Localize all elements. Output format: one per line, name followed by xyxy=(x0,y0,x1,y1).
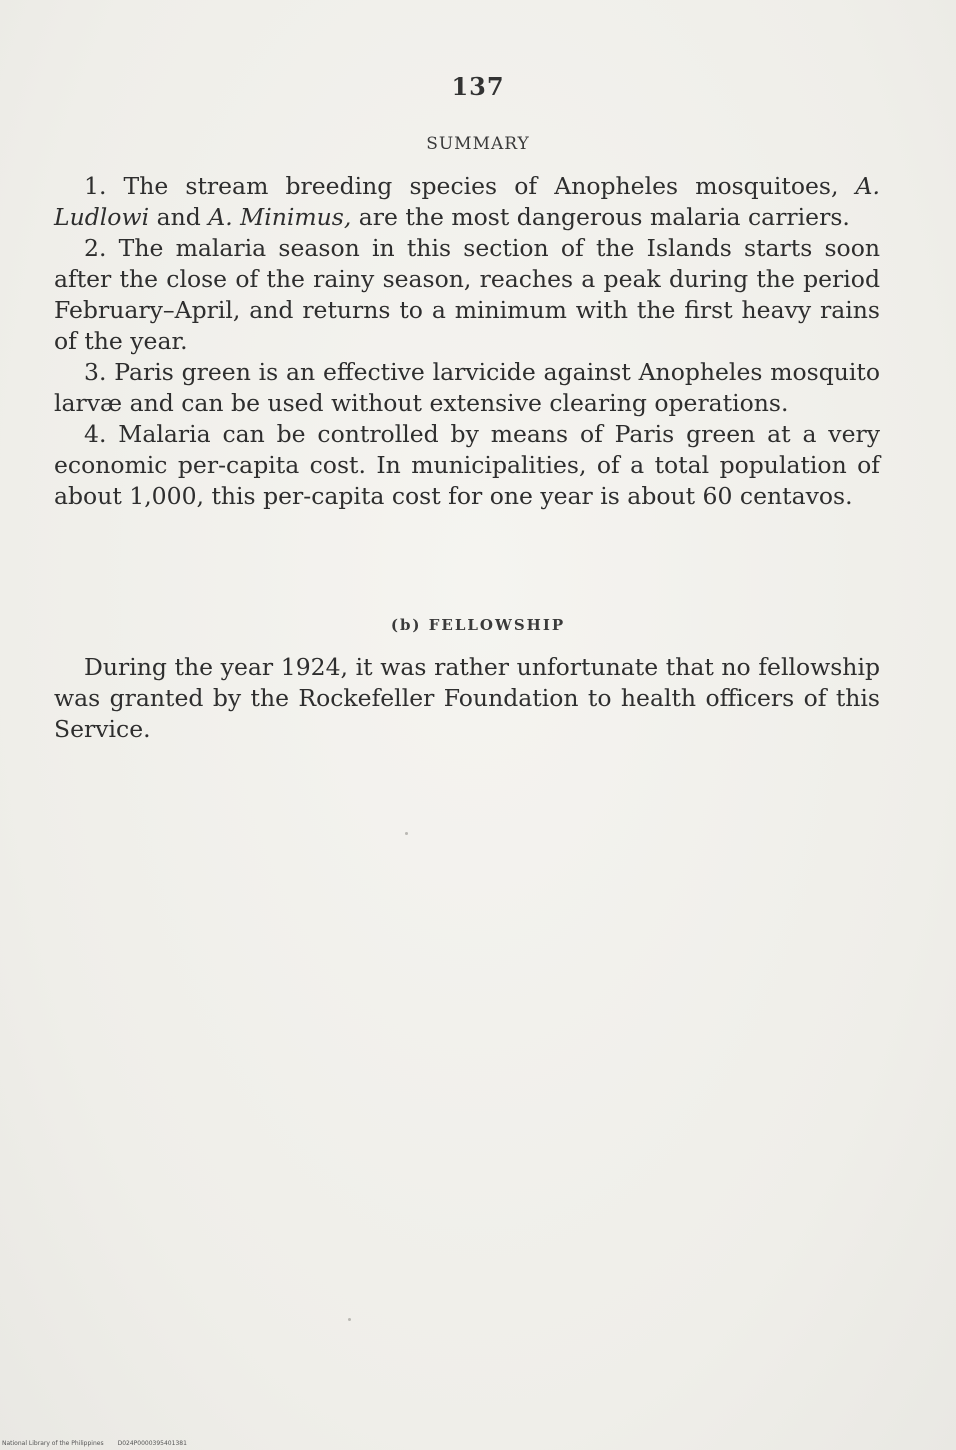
summary-heading: SUMMARY xyxy=(426,134,530,154)
summary-item-1-text-a: 1. The stream breeding species of Anopheles mosquitoes, xyxy=(84,172,856,200)
paper-speck xyxy=(405,832,408,835)
summary-list xyxy=(54,171,880,512)
page-number: 137 xyxy=(451,72,505,101)
summary-item-1-text-b: and xyxy=(149,203,209,231)
summary-item-1 xyxy=(54,171,880,233)
species-name-ludlowi: A. Ludlowi xyxy=(54,172,880,231)
summary-item-2: 2. The malaria season in this section of the Islands starts soon after the close of the rainy season, reaches a peak during the period February–April, and returns to a minimum with the first heavy rains of the year. xyxy=(54,234,880,355)
summary-item-4: 4. Malaria can be controlled by means of Paris green at a very economic per-capita cost. In municipalities, of a total population of about 1,000, this per-capita cost for one year is about 60 centavos. xyxy=(54,420,880,510)
footer-id: D024P0000395401381 xyxy=(117,1440,187,1447)
species-name-minimus: A. Minimus, xyxy=(208,203,352,231)
summary-item-1-text-c: are the most dangerous malaria carriers. xyxy=(351,203,850,231)
summary-item-3: 3. Paris green is an effective larvicide against Anopheles mosquito larvæ and can be used without extensive clearing operations. xyxy=(54,358,880,417)
fellowship-section xyxy=(54,652,880,745)
footer-source: National Library of the Philippines xyxy=(2,1440,104,1447)
fellowship-paragraph: During the year 1924, it was rather unfortunate that no fellowship was granted by the Rockefeller Foundation to health officers of this Service. xyxy=(54,653,880,743)
paper-speck xyxy=(348,1318,351,1321)
fellowship-heading: (b) FELLOWSHIP xyxy=(390,616,566,634)
scan-footer xyxy=(2,1440,187,1447)
